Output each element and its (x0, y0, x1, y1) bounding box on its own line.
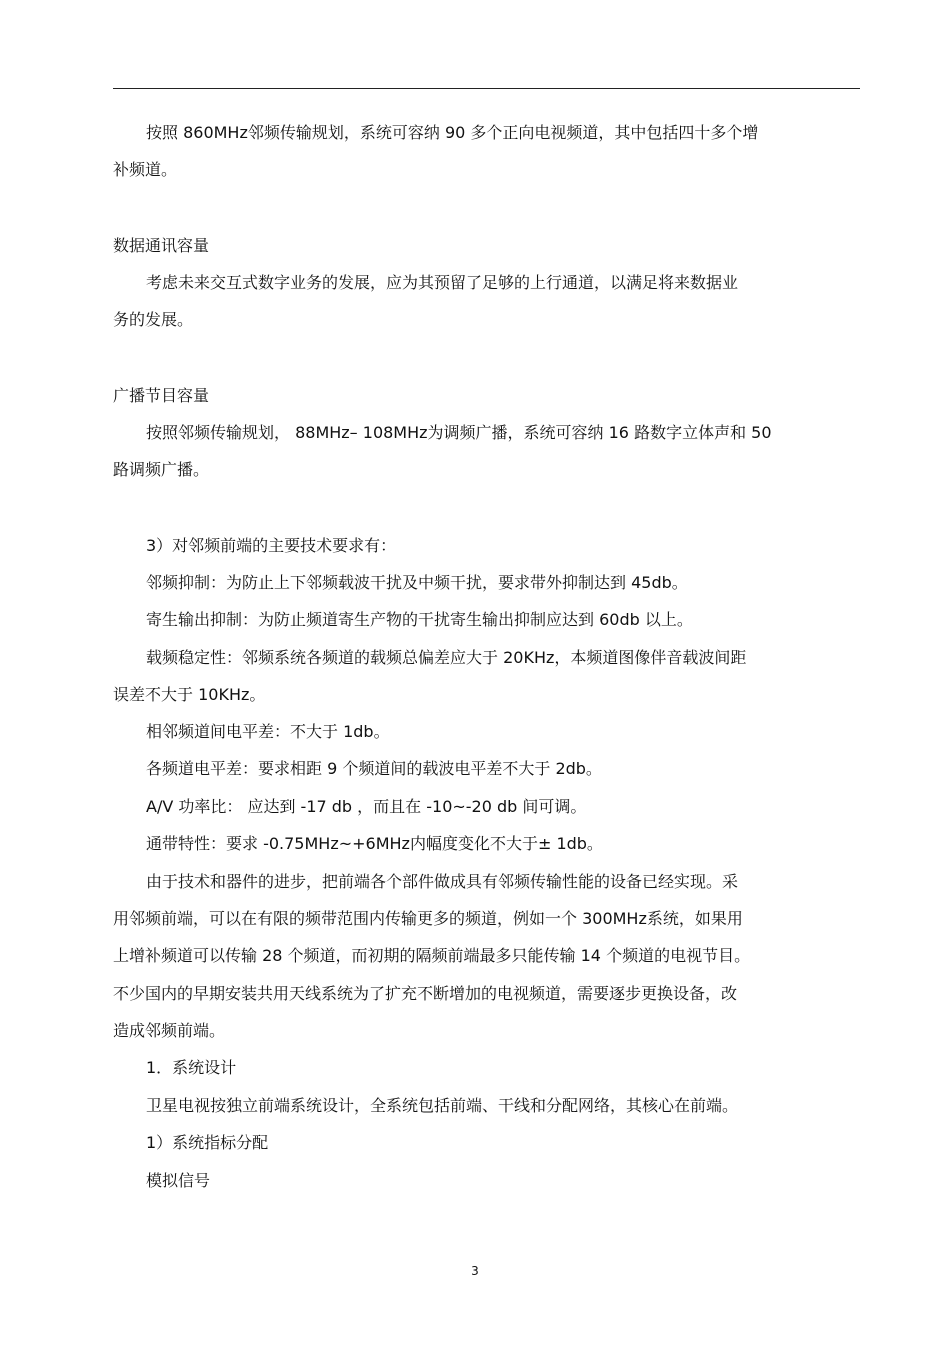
paragraph-line: 由于技术和器件的进步，把前端各个部件做成具有邻频传输性能的设备已经实现。采 (146, 872, 739, 891)
spec-item: 误差不大于 10KHz。 (113, 685, 266, 704)
spec-item: 通带特性：要求 -0.75MHz~+6MHz内幅度变化不大于± 1db。 (146, 834, 603, 853)
paragraph-line: 造成邻频前端。 (113, 1021, 226, 1040)
paragraph-line: 补频道。 (113, 160, 178, 179)
paragraph-line: 考虑未来交互式数字业务的发展，应为其预留了足够的上行通道，以满足将来数据业 (146, 273, 739, 292)
paragraph-line: 按照邻频传输规划， 88MHz– 108MHz为调频广播，系统可容纳 16 路数字立体声和 50 (146, 423, 772, 442)
paragraph-line: 按照 860MHz邻频传输规划，系统可容纳 90 多个正向电视频道，其中包括四十多个增 (146, 123, 759, 142)
spec-item: 各频道电平差：要求相距 9 个频道间的载波电平差不大于 2db。 (146, 759, 602, 778)
spec-item: 邻频抑制：为防止上下邻频载波干扰及中频干扰，要求带外抑制达到 45db。 (146, 573, 688, 592)
paragraph-line: 不少国内的早期安装共用天线系统为了扩充不断增加的电视频道，需要逐步更换设备，改 (113, 984, 738, 1003)
paragraph-line: 路调频广播。 (113, 460, 210, 479)
section-heading: 模拟信号 (146, 1171, 211, 1190)
section-heading: 1．系统设计 (146, 1058, 237, 1077)
spec-item: A/V 功率比： 应达到 -17 db ，而且在 -10~-20 db 间可调。 (146, 797, 587, 816)
spec-item: 相邻频道间电平差：不大于 1db。 (146, 722, 390, 741)
paragraph-line: 上增补频道可以传输 28 个频道，而初期的隔频前端最多只能传输 14 个频道的电视节目。 (113, 946, 751, 965)
header-rule (113, 88, 860, 89)
section-heading: 1）系统指标分配 (146, 1133, 269, 1152)
list-heading: 3）对邻频前端的主要技术要求有： (146, 536, 397, 555)
section-heading: 数据通讯容量 (113, 236, 210, 255)
spec-item: 寄生输出抑制：为防止频道寄生产物的干扰寄生输出抑制应达到 60db 以上。 (146, 610, 693, 629)
section-heading: 广播节目容量 (113, 386, 210, 405)
paragraph-line: 卫星电视按独立前端系统设计，全系统包括前端、干线和分配网络，其核心在前端。 (146, 1096, 739, 1115)
paragraph-line: 务的发展。 (113, 310, 194, 329)
spec-item: 载频稳定性：邻频系统各频道的载频总偏差应大于 20KHz，本频道图像伴音载波间距 (146, 648, 747, 667)
paragraph-line: 用邻频前端，可以在有限的频带范围内传输更多的频道，例如一个 300MHz系统，如果用 (113, 909, 743, 928)
page-number: 3 (471, 1264, 479, 1278)
